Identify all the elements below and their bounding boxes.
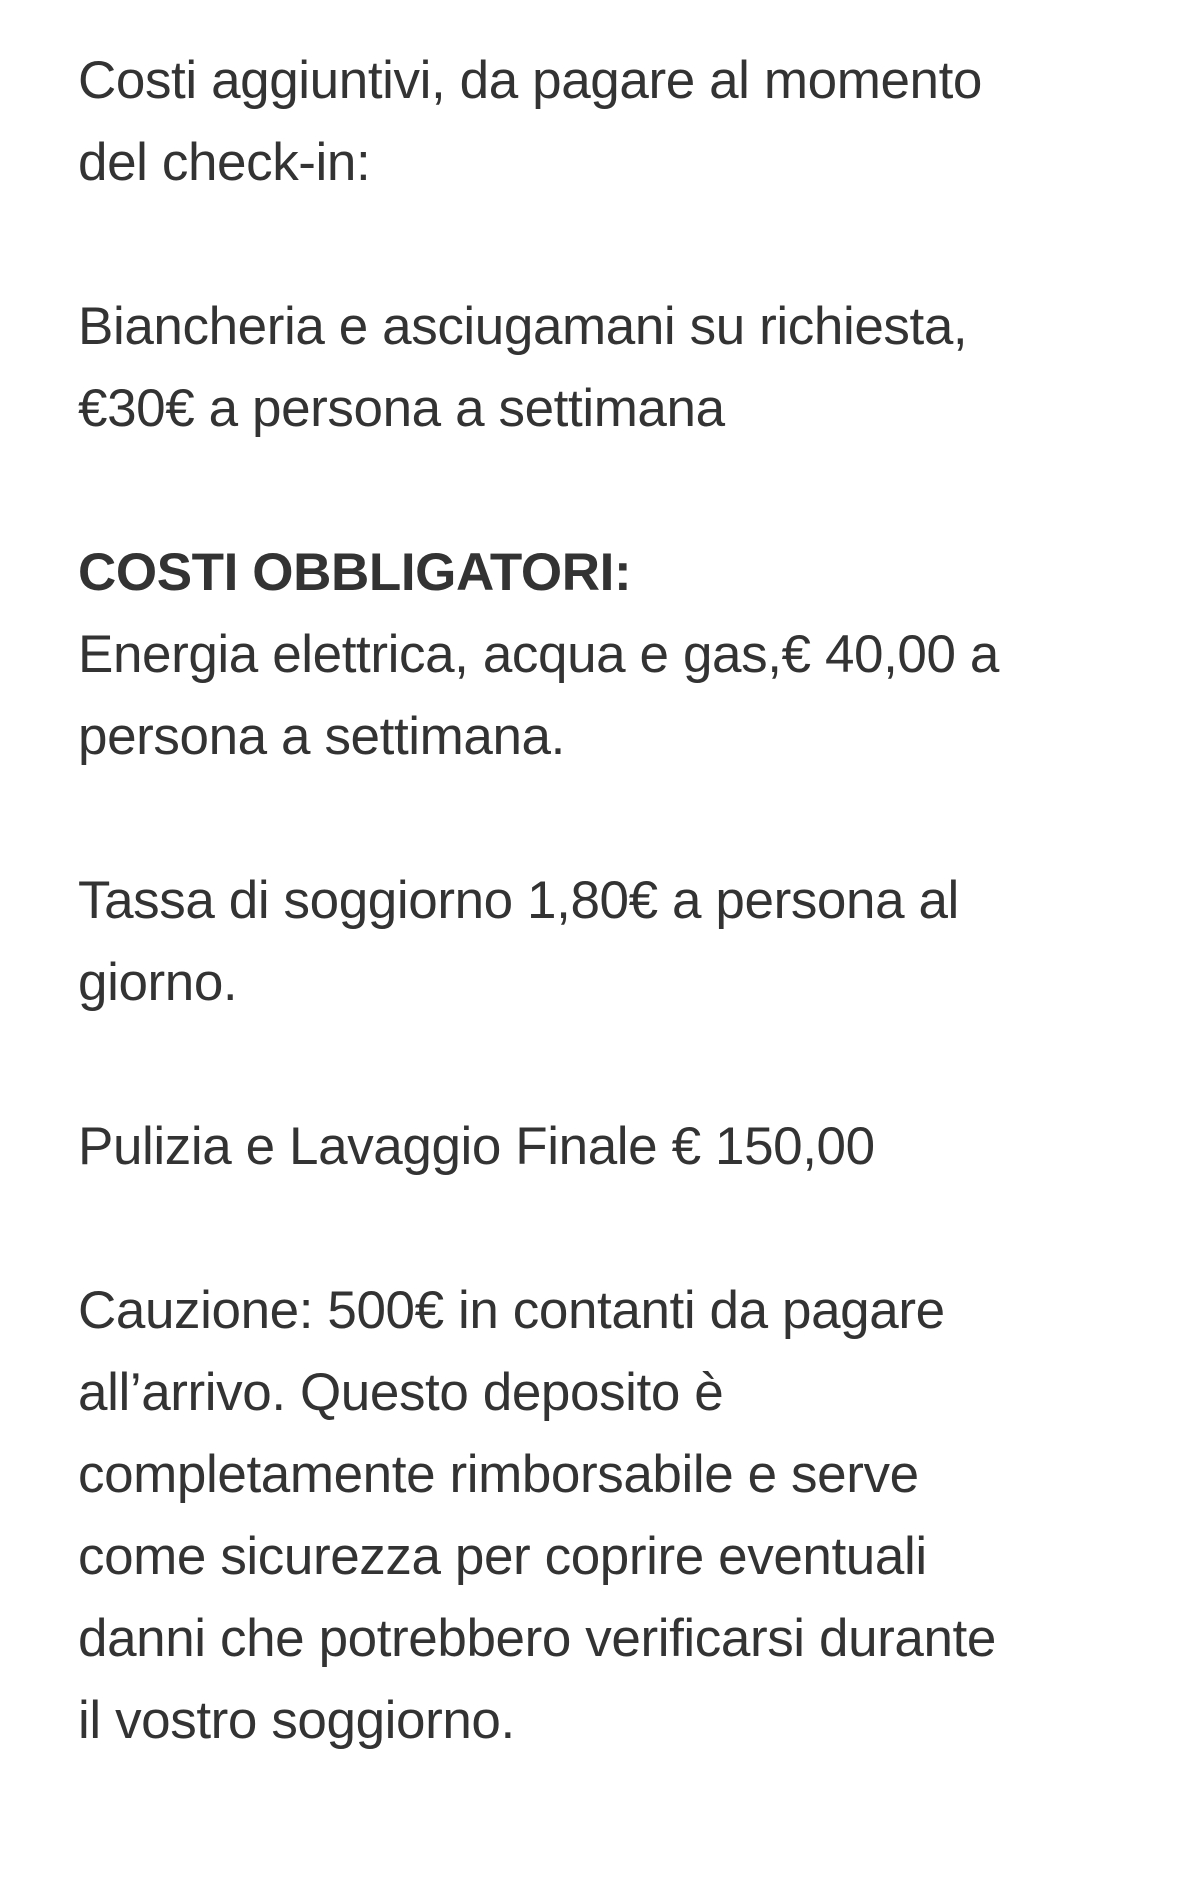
linen-line: Biancheria e asciugamani su richiesta, bbox=[78, 297, 968, 356]
tourist-tax-line: giorno. bbox=[78, 953, 238, 1012]
intro-paragraph bbox=[78, 40, 1118, 204]
paragraph-spacer bbox=[78, 778, 1118, 860]
deposit-line: danni che potrebbero verificarsi durante bbox=[78, 1609, 996, 1668]
deposit-line: completamente rimborsabile e serve bbox=[78, 1445, 919, 1504]
utilities-line: Energia elettrica, acqua e gas,€ 40,00 a bbox=[78, 625, 999, 684]
mandatory-costs-heading: COSTI OBBLIGATORI: bbox=[78, 543, 632, 602]
paragraph-spacer bbox=[78, 1188, 1118, 1270]
deposit-line: il vostro soggiorno. bbox=[78, 1691, 515, 1750]
paragraph-spacer bbox=[78, 204, 1118, 286]
intro-line: Costi aggiuntivi, da pagare al momento bbox=[78, 51, 982, 110]
paragraph-spacer bbox=[78, 450, 1118, 532]
linen-paragraph bbox=[78, 286, 1118, 450]
cleaning-paragraph bbox=[78, 1106, 1118, 1188]
deposit-line: Cauzione: 500€ in contanti da pagare bbox=[78, 1281, 945, 1340]
deposit-line: come sicurezza per coprire eventuali bbox=[78, 1527, 927, 1586]
tourist-tax-paragraph bbox=[78, 860, 1118, 1024]
utilities-line: persona a settimana. bbox=[78, 707, 565, 766]
tourist-tax-line: Tassa di soggiorno 1,80€ a persona al bbox=[78, 871, 959, 930]
intro-line: del check-in: bbox=[78, 133, 371, 192]
message-text bbox=[78, 40, 1118, 1762]
mandatory-costs-section bbox=[78, 532, 1118, 778]
linen-line: €30€ a persona a settimana bbox=[78, 379, 725, 438]
cleaning-line: Pulizia e Lavaggio Finale € 150,00 bbox=[78, 1117, 875, 1176]
deposit-paragraph bbox=[78, 1270, 1118, 1762]
paragraph-spacer bbox=[78, 1024, 1118, 1106]
deposit-line: all’arrivo. Questo deposito è bbox=[78, 1363, 724, 1422]
